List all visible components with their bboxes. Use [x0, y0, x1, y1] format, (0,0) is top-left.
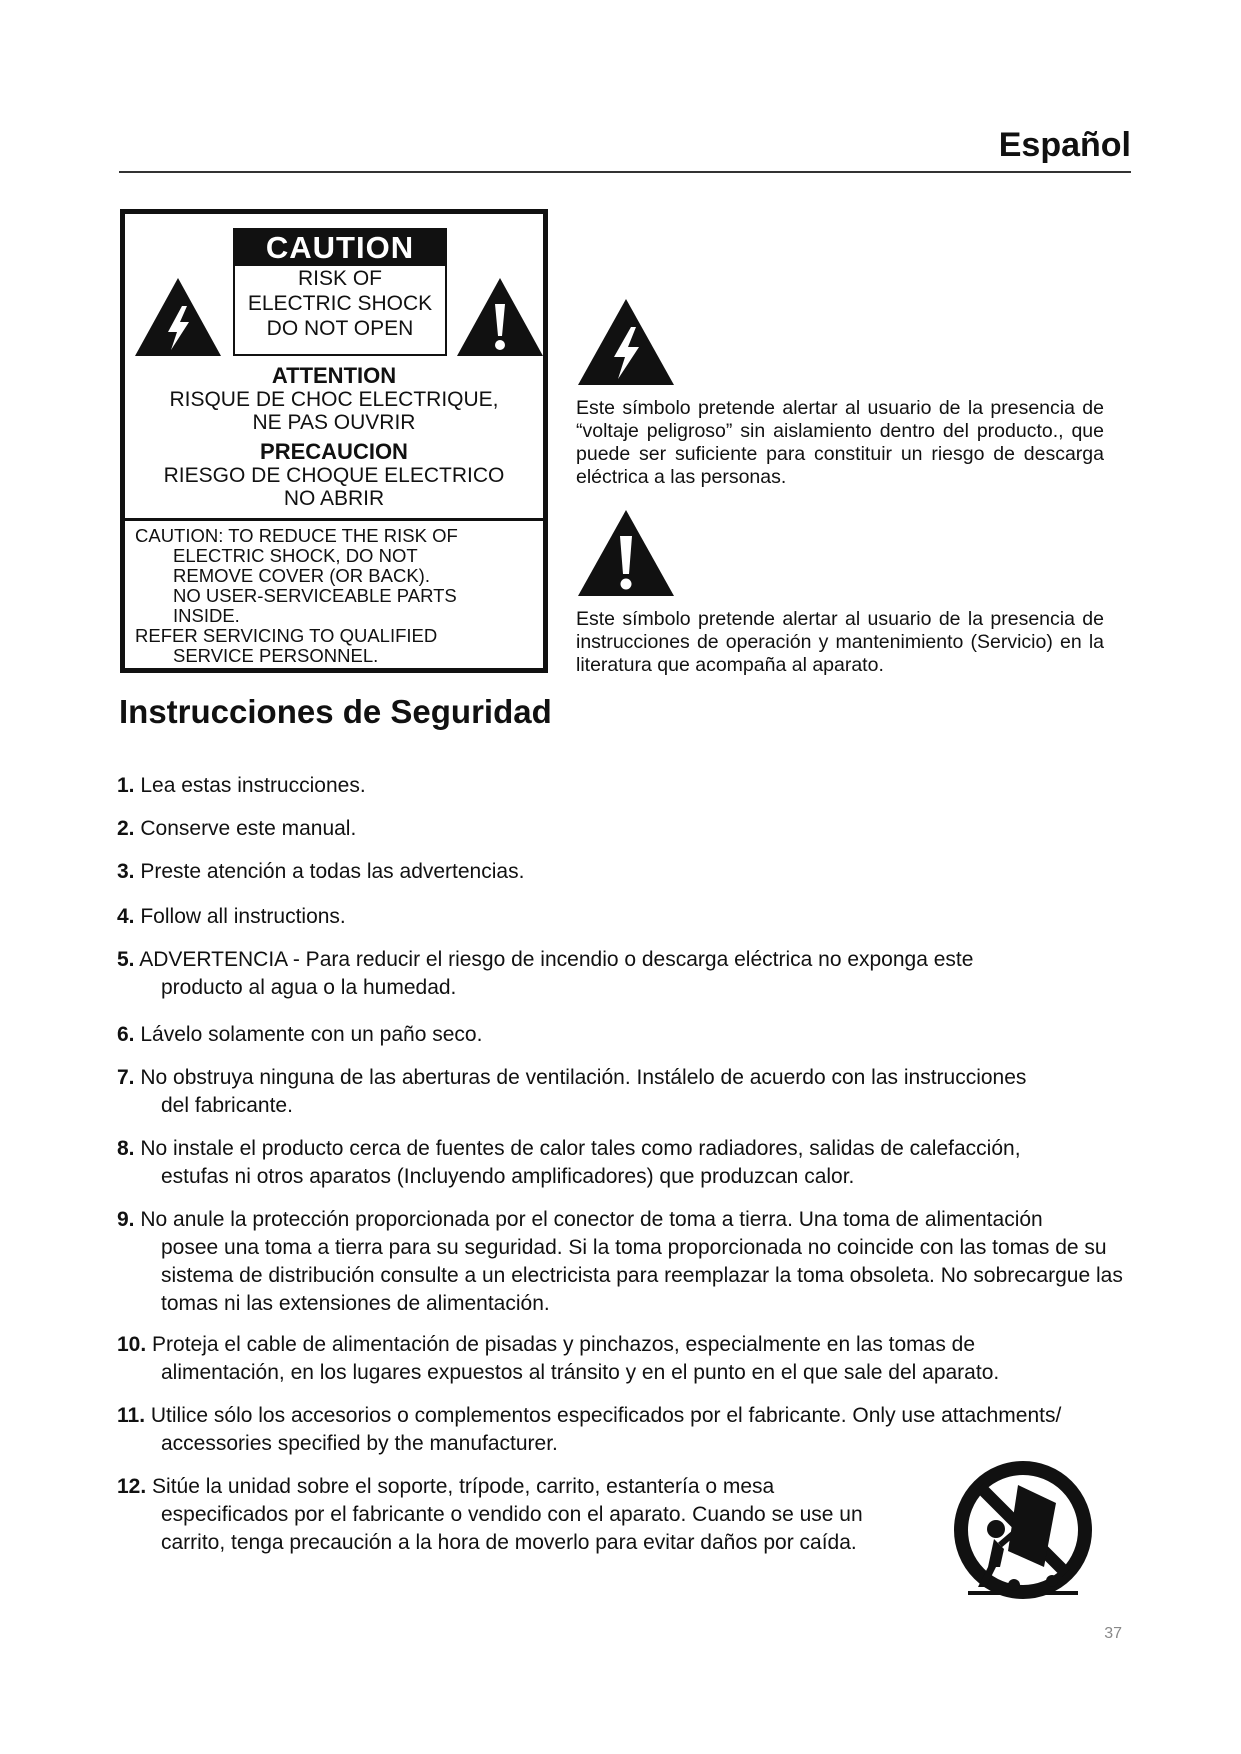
instruction-number: 3. [117, 860, 135, 883]
caution-risk-line: ELECTRIC SHOCK [247, 292, 433, 315]
instruction-item [117, 1473, 897, 1557]
caution-sign [233, 228, 447, 356]
instruction-text: Utilice sólo los accesorios o complementos especificados por el fabricante. Only use attachments/ [150, 1404, 1062, 1427]
attention-block [125, 364, 543, 434]
instruction-number: 11. [117, 1404, 146, 1427]
precaucion-block [125, 440, 543, 510]
attention-heading: ATTENTION [271, 363, 397, 388]
instruction-text: No anule la protección proporcionada por el conector de toma a tierra. Una toma de alimentación [140, 1208, 1043, 1231]
caution-label [120, 209, 548, 673]
instruction-item [117, 858, 1127, 886]
instruction-text: Sitúe la unidad sobre el soporte, trípode, carrito, estantería o mesa [152, 1475, 775, 1498]
warning-line: REFER SERVICING TO QUALIFIED [135, 625, 438, 646]
caution-risk-line: DO NOT OPEN [266, 317, 414, 340]
instruction-text: Proteja el cable de alimentación de pisadas y pinchazos, especialmente en las tomas de [152, 1333, 976, 1356]
instruction-item [117, 1206, 1127, 1318]
instruction-text-continued: del fabricante. [161, 1094, 293, 1117]
instruction-text-continued: alimentación, en los lugares expuestos al tránsito y en el punto en el que sale del aparato. [161, 1361, 1000, 1384]
warning-line: INSIDE. [173, 605, 240, 626]
caution-warning-text [135, 526, 537, 666]
caution-heading: CAUTION [235, 230, 445, 266]
instruction-item [117, 1135, 1127, 1191]
language-title: Español [998, 126, 1131, 164]
instruction-text: No instale el producto cerca de fuentes de calor tales como radiadores, salidas de calefacción, [140, 1137, 1021, 1160]
exclamation-symbol-description: Este símbolo pretende alertar al usuario de la presencia de instrucciones de operación y mantenimiento (Servicio) en la literatura que acompaña al aparato. [576, 608, 1104, 676]
lightning-symbol-icon [576, 297, 676, 387]
attention-line: RISQUE DE CHOC ELECTRIQUE, [169, 388, 499, 411]
page-number: 37 [1104, 1625, 1122, 1642]
lightning-symbol-description: Este símbolo pretende alertar al usuario de la presencia de “voltaje peligroso” sin aislamiento dentro del producto., que puede ser suficiente para constituir un riesgo de descarga eléctrica a las personas. [576, 397, 1104, 488]
warning-line: CAUTION: TO REDUCE THE RISK OF [135, 525, 458, 546]
instruction-number: 12. [117, 1475, 147, 1498]
instruction-item [117, 1021, 1127, 1049]
instruction-number: 4. [117, 905, 135, 928]
exclamation-symbol-icon [576, 508, 676, 598]
instruction-text-continued: especificados por el fabricante o vendido con el aparato. Cuando se use un carrito, tenga precaución a la hora de moverlo para evitar daños por caída. [161, 1503, 863, 1554]
caution-risk-line: RISK OF [297, 267, 382, 290]
instruction-number: 1. [117, 774, 135, 797]
instruction-text: Follow all instructions. [140, 905, 346, 928]
exclamation-warning-icon [455, 276, 545, 358]
warning-line: REMOVE COVER (OR BACK). [173, 565, 430, 586]
no-cart-tipover-icon [948, 1455, 1098, 1605]
instruction-text: Conserve este manual. [140, 817, 357, 840]
instruction-text: ADVERTENCIA - Para reducir el riesgo de incendio o descarga eléctrica no exponga este [139, 948, 974, 971]
instruction-text: Lávelo solamente con un paño seco. [140, 1023, 483, 1046]
instruction-number: 8. [117, 1137, 135, 1160]
instruction-item [117, 946, 1127, 1002]
section-title: Instrucciones de Seguridad [119, 693, 552, 730]
instruction-text: No obstruya ninguna de las aberturas de ventilación. Instálelo de acuerdo con las instrucciones [140, 1066, 1027, 1089]
instruction-text: Lea estas instrucciones. [140, 774, 366, 797]
instruction-number: 6. [117, 1023, 135, 1046]
precaucion-line: NO ABRIR [283, 487, 385, 510]
lightning-warning-icon [133, 276, 223, 358]
instruction-item [117, 1402, 1127, 1458]
instruction-number: 10. [117, 1333, 147, 1356]
precaucion-heading: PRECAUCION [260, 439, 408, 464]
warning-line: ELECTRIC SHOCK, DO NOT [173, 545, 418, 566]
warning-line: SERVICE PERSONNEL. [173, 645, 379, 666]
instruction-number: 5. [117, 948, 135, 971]
instruction-item [117, 1331, 1127, 1387]
instruction-text-continued: posee una toma a tierra para su seguridad. Si la toma proporcionada no coincide con las tomas de su sistema de distribución consulte a un electricista para reemplazar la toma obsoleta. No sobrecargue las tomas ni las extensiones de alimentación. [161, 1236, 1123, 1315]
attention-line: NE PAS OUVRIR [252, 411, 416, 434]
precaucion-line: RIESGO DE CHOQUE ELECTRICO [163, 464, 505, 487]
instruction-item [117, 815, 1127, 843]
instruction-text-continued: estufas ni otros aparatos (Incluyendo amplificadores) que produzcan calor. [161, 1165, 855, 1188]
header-rule [119, 171, 1131, 173]
instruction-number: 7. [117, 1066, 135, 1089]
warning-line: NO USER-SERVICEABLE PARTS [173, 585, 457, 606]
caution-upper-section [125, 214, 543, 521]
instruction-item [117, 772, 1127, 800]
instruction-item [117, 1064, 1127, 1120]
instruction-number: 2. [117, 817, 135, 840]
instruction-number: 9. [117, 1208, 135, 1231]
instruction-item [117, 903, 1127, 931]
instruction-text: Preste atención a todas las advertencias. [140, 860, 525, 883]
instruction-text-continued: accessories specified by the manufacturer. [161, 1432, 558, 1455]
instruction-text-continued: producto al agua o la humedad. [161, 976, 457, 999]
